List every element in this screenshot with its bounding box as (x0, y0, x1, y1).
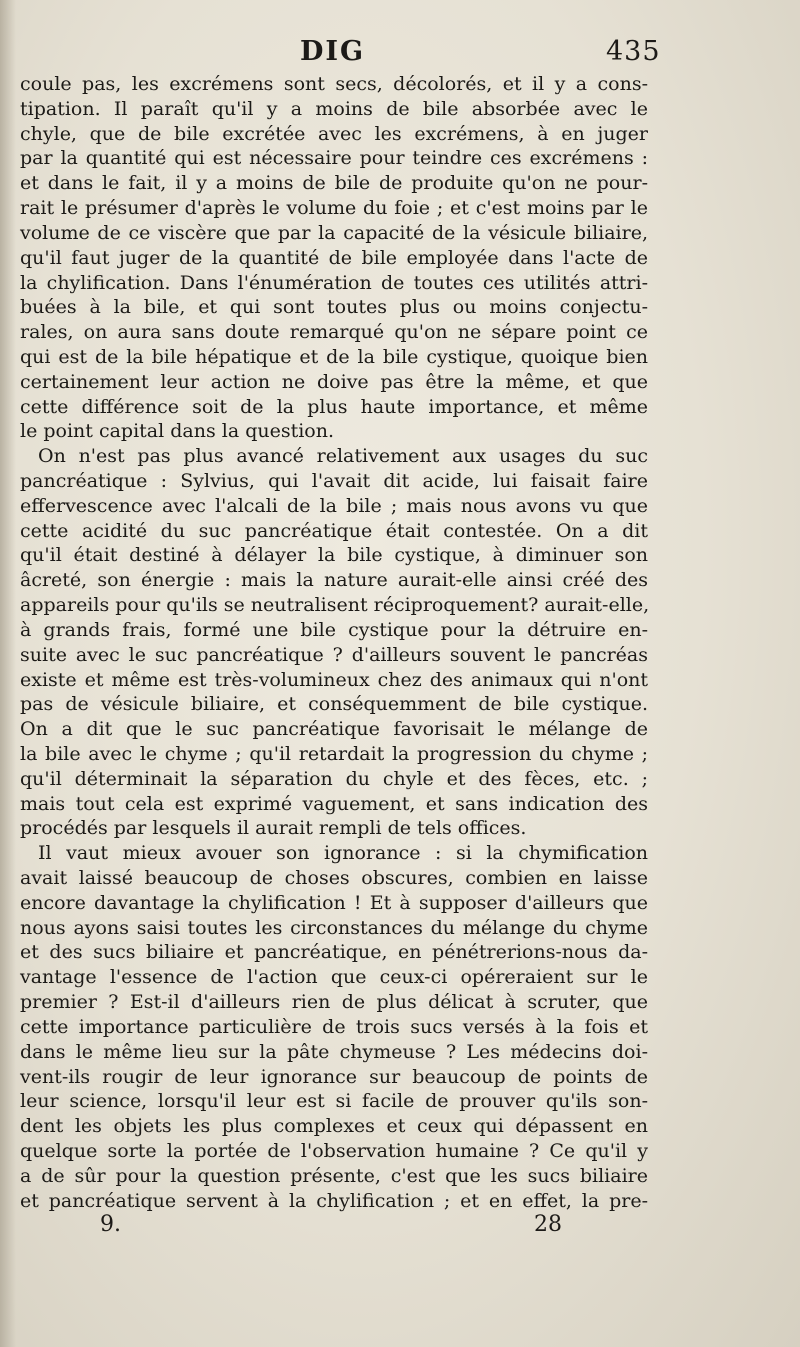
text-line: cette acidité du suc pancréatique était contestée. On a dit (20, 519, 648, 542)
text-line: existe et même est très-volumineux chez des animaux qui n'ont (20, 668, 648, 691)
text-line: rait le présumer d'après le volume du foie ; et c'est moins par le (20, 197, 648, 220)
text-line: cette importance particulière de trois sucs versés à la fois et (20, 1015, 648, 1038)
text-line: volume de ce viscère que par la capacité de la vésicule biliaire, (20, 221, 648, 244)
text-line: âcreté, son énergie : mais la nature aurait-elle ainsi créé des (20, 569, 648, 592)
text-line: premier ? Est-il d'ailleurs rien de plus délicat à scruter, que (20, 991, 648, 1014)
text-line: encore davantage la chylification ! Et à supposer d'ailleurs que (20, 891, 648, 914)
text-line: effervescence avec l'alcali de la bile ; mais nous avons vu que (20, 494, 648, 517)
text-line: a de sûr pour la question présente, c'est que les sucs biliaire (20, 1164, 648, 1187)
text-line: buées à la bile, et qui sont toutes plus ou moins conjectu- (20, 296, 648, 319)
paragraph (20, 72, 648, 444)
signature-mark: 9. (100, 1212, 121, 1237)
text-line: pas de vésicule biliaire, et conséquemment de bile cystique. (20, 693, 648, 716)
paragraph (20, 444, 648, 841)
text-line: avait laissé beaucoup de choses obscures, combien en laisse (20, 867, 648, 889)
text-line: suite avec le suc pancréatique ? d'ailleurs souvent le pancréas (20, 643, 648, 666)
text-line: dans le même lieu sur la pâte chymeuse ? Les médecins doi- (20, 1040, 648, 1063)
text-line: à grands frais, formé une bile cystique pour la détruire en- (20, 618, 648, 641)
text-line: qu'il déterminait la séparation du chyle et des fèces, etc. ; (20, 767, 648, 790)
text-line: leur science, lorsqu'il leur est si facile de prouver qu'ils son- (20, 1090, 648, 1113)
text-line: certainement leur action ne doive pas être la même, et que (20, 370, 648, 393)
text-line: chyle, que de bile excrétée avec les excrémens, à en juger (20, 122, 648, 145)
text-line: rales, on aura sans doute remarqué qu'on ne sépare point ce (20, 321, 648, 344)
text-line: Il vaut mieux avouer son ignorance : si la chymification (38, 842, 648, 865)
page-gutter-shadow (0, 0, 16, 1347)
text-line: nous ayons saisi toutes les circonstances du mélange du chyme (20, 916, 648, 939)
text-line: dent les objets les plus complexes et ceux qui dépassent en (20, 1115, 648, 1138)
text-line: coule pas, les excrémens sont secs, décolorés, et il y a cons- (20, 73, 648, 95)
body-text (20, 72, 648, 1213)
page-footer (0, 1212, 800, 1242)
paragraph (20, 841, 648, 1213)
text-line: quelque sorte la portée de l'observation humaine ? Ce qu'il y (20, 1139, 648, 1162)
text-line: On a dit que le suc pancréatique favorisait le mélange de (20, 718, 648, 741)
text-line: mais tout cela est exprimé vaguement, et sans indication des (20, 792, 648, 815)
text-line: qu'il était destiné à délayer la bile cystique, à diminuer son (20, 544, 648, 567)
text-line: le point capital dans la question. (20, 420, 335, 443)
text-line: par la quantité qui est nécessaire pour teindre ces excrémens : (20, 147, 648, 170)
text-line: la chylification. Dans l'énumération de toutes ces utilités attri- (20, 271, 648, 294)
text-line: et dans le fait, il y a moins de bile de produite qu'on ne pour- (20, 172, 648, 195)
text-line: et des sucs biliaire et pancréatique, en pénétrerions-nous da- (20, 941, 648, 964)
text-line: qui est de la bile hépatique et de la bile cystique, quoique bien (20, 345, 648, 368)
text-line: pancréatique : Sylvius, qui l'avait dit acide, lui faisait faire (20, 470, 648, 492)
page-number: 435 (606, 36, 661, 67)
text-line: qu'il faut juger de la quantité de bile employée dans l'acte de (20, 246, 648, 269)
page-header (0, 36, 800, 70)
text-line: tipation. Il paraît qu'il y a moins de bile absorbée avec le (20, 97, 648, 120)
sheet-number: 28 (534, 1212, 562, 1237)
text-line: vantage l'essence de l'action que ceux-ci opéreraient sur le (20, 966, 648, 989)
text-line: appareils pour qu'ils se neutralisent réciproquement? aurait-elle, (20, 594, 650, 617)
text-line: procédés par lesquels il aurait rempli de tels offices. (20, 817, 527, 840)
text-line: vent-ils rougir de leur ignorance sur beaucoup de points de (20, 1065, 648, 1088)
text-line: et pancréatique servent à la chylification ; et en effet, la pre- (20, 1189, 648, 1212)
text-line: cette différence soit de la plus haute importance, et même (20, 395, 648, 418)
text-line: la bile avec le chyme ; qu'il retardait la progression du chyme ; (20, 742, 648, 765)
text-line: On n'est pas plus avancé relativement aux usages du suc (38, 445, 648, 468)
running-head: DIG (300, 36, 366, 67)
